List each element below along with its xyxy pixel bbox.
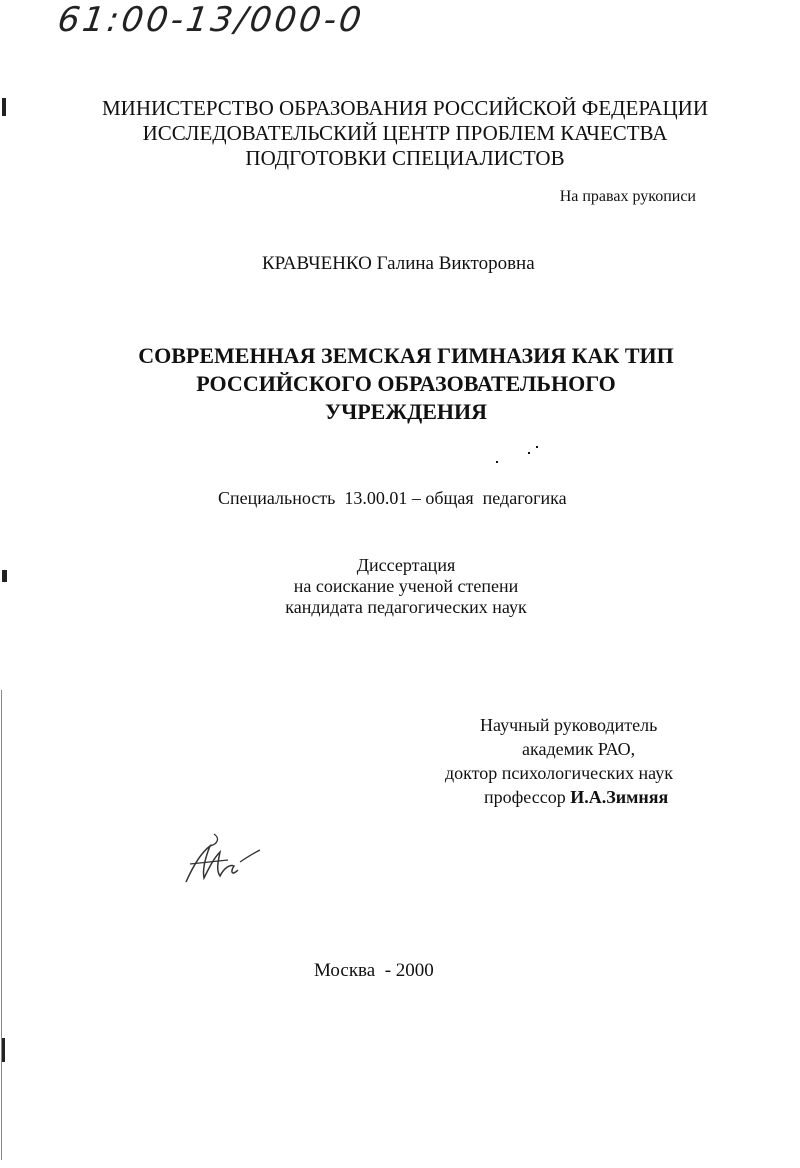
supervisor-name: И.А.Зимняя (570, 787, 669, 807)
degree-line: кандидата педагогических наук (285, 597, 527, 617)
ministry-line: МИНИСТЕРСТВО ОБРАЗОВАНИЯ РОССИЙСКОЙ ФЕДЕРАЦИИ (101, 96, 708, 120)
supervisor-role: Научный руководитель (480, 715, 658, 735)
degree-line: на соискание ученой степени (293, 576, 519, 596)
scan-mark (1, 690, 2, 1160)
city-year: Москва - 2000 (314, 960, 434, 981)
supervisor-prefix: профессор (484, 787, 571, 807)
signature (180, 830, 270, 890)
signature-stroke (210, 834, 217, 846)
supervisor-title: академик РАО, (522, 739, 636, 759)
signature-stroke (240, 850, 260, 862)
scan-speck (496, 461, 498, 463)
title-line: УЧРЕЖДЕНИЯ (324, 399, 488, 424)
title-line: РОССИЙСКОГО ОБРАЗОВАТЕЛЬНОГО (196, 371, 616, 396)
ministry-header (0, 96, 800, 171)
scan-speck (528, 452, 530, 454)
ministry-line: ИССЛЕДОВАТЕЛЬСКИЙ ЦЕНТР ПРОБЛЕМ КАЧЕСТВА (142, 121, 668, 145)
dissertation-degree (0, 555, 800, 618)
ministry-line: ПОДГОТОВКИ СПЕЦИАЛИСТОВ (245, 146, 565, 170)
manuscript-note: На правах рукописи (559, 188, 696, 205)
title-line: СОВРЕМЕННАЯ ЗЕМСКАЯ ГИМНАЗИЯ КАК ТИП (138, 343, 674, 368)
dissertation-title (0, 342, 800, 426)
supervisor-degree: доктор психологических наук (445, 763, 673, 783)
specialty-line: Специальность 13.00.01 – общая педагогика (218, 488, 567, 508)
handwritten-catalog-code: 61:00-13/000-0 (55, 0, 367, 40)
degree-line: Диссертация (356, 555, 456, 575)
scan-speck (536, 446, 538, 448)
supervisor-name-line (484, 785, 668, 809)
author-name: КРАВЧЕНКО Галина Викторовна (262, 253, 535, 274)
scan-mark (2, 1038, 5, 1062)
